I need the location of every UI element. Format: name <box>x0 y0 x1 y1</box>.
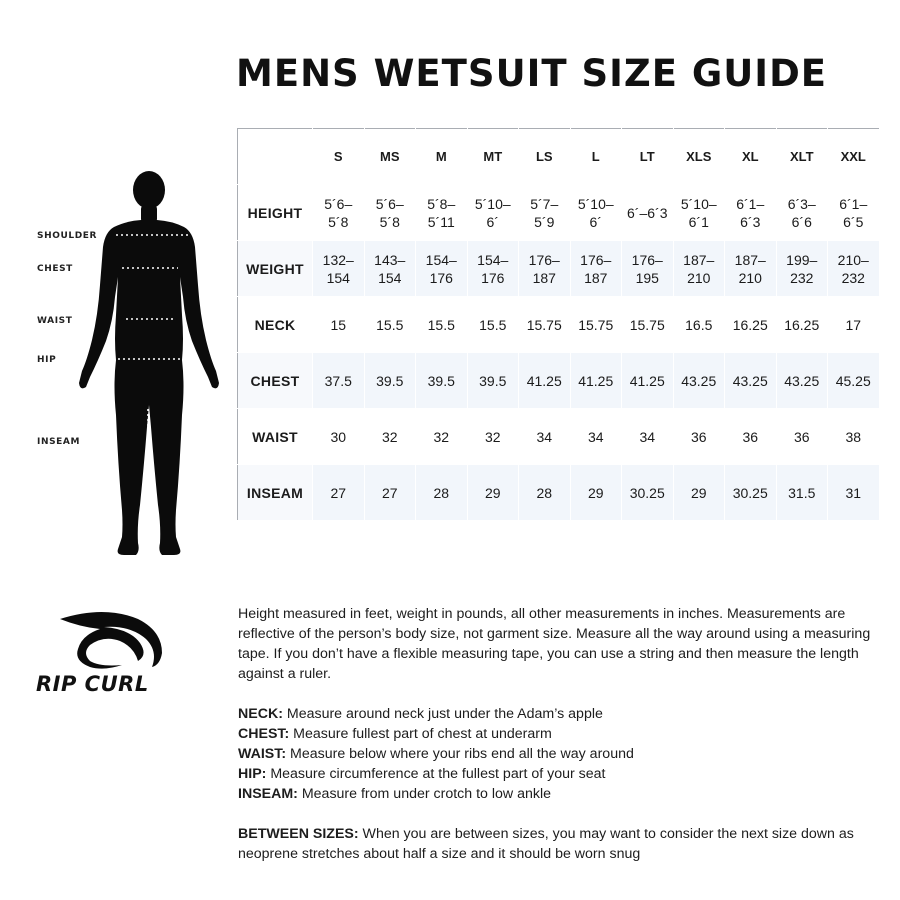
table-cell <box>725 465 777 521</box>
definition-text: Measure from under crotch to low ankle <box>297 786 552 802</box>
cell-line: 210 <box>687 269 711 286</box>
definition-item <box>238 784 878 804</box>
table-cell <box>776 353 828 409</box>
cell-line: 154– <box>425 251 457 268</box>
table-cell <box>313 241 365 297</box>
table-cell <box>364 409 416 465</box>
definition-text: Measure circumference at the fullest part of your seat <box>266 766 606 782</box>
intro-text: Height measured in feet, weight in pounds, all other measurements in inches. Measurements are reflective of the person’s body size, not garment size. Measure all the way around using a measuring tape. If you don’t have a flexible measuring tape, you can use a string and then measure the length against a ruler. <box>238 606 871 682</box>
table-cell <box>725 185 777 241</box>
table-cell <box>364 185 416 241</box>
cell-line: 29 <box>484 484 501 501</box>
cell-line: 176 <box>429 269 453 286</box>
cell-line: 43.25 <box>784 372 820 389</box>
cell-line: 187– <box>734 251 766 268</box>
table-cell <box>519 353 571 409</box>
cell-line: 36 <box>742 428 759 445</box>
cell-line: 29 <box>587 484 604 501</box>
cell-line: 6´1– <box>736 195 765 212</box>
definition-text: Measure below where your ribs end all the way around <box>286 746 634 762</box>
definition-term: WAIST: <box>238 746 287 762</box>
cell-line: 143– <box>374 251 406 268</box>
table-row <box>238 297 880 353</box>
cell-line: 27 <box>381 484 398 501</box>
size-column-header: LS <box>519 129 571 185</box>
table-cell <box>776 185 828 241</box>
size-header-row <box>238 129 880 185</box>
cell-line: 15.75 <box>578 316 614 333</box>
cell-line: 5´8– <box>427 195 456 212</box>
table-cell <box>673 353 725 409</box>
size-column-header: XL <box>725 129 777 185</box>
cell-line: 32 <box>484 428 501 445</box>
cell-line: 27 <box>330 484 347 501</box>
cell-line: 210 <box>738 269 762 286</box>
size-column-header: XLT <box>776 129 828 185</box>
table-cell <box>364 241 416 297</box>
cell-line: 41.25 <box>526 372 562 389</box>
cell-line: 17 <box>845 316 862 333</box>
body-silhouette-icon <box>30 165 230 565</box>
cell-line: 154 <box>378 269 402 286</box>
page-title: MENS WETSUIT SIZE GUIDE <box>236 52 828 95</box>
cell-line: 154 <box>326 269 350 286</box>
table-cell <box>673 409 725 465</box>
size-table <box>237 128 880 521</box>
label-inseam: INSEAM <box>37 437 81 447</box>
definition-item <box>238 744 878 764</box>
cell-line: 5´8 <box>379 213 400 230</box>
table-cell <box>622 353 674 409</box>
table-cell <box>570 297 622 353</box>
cell-line: 43.25 <box>732 372 768 389</box>
cell-line: 15.75 <box>526 316 562 333</box>
cell-line: 5´6– <box>324 195 353 212</box>
definition-text: Measure around neck just under the Adam’s apple <box>282 706 603 722</box>
table-cell <box>313 353 365 409</box>
label-chest: CHEST <box>37 264 73 274</box>
cell-line: 30 <box>330 428 347 445</box>
between-sizes-text: When you are between sizes, you may want to consider the next size down as neoprene stretches about half a size and it should be worn snug <box>238 826 854 862</box>
table-cell <box>416 185 468 241</box>
cell-line: 154– <box>477 251 509 268</box>
cell-line: 6´–6´3 <box>627 204 668 221</box>
size-column-header: XLS <box>673 129 725 185</box>
row-label: WAIST <box>238 409 313 465</box>
table-cell <box>828 409 880 465</box>
table-cell <box>725 353 777 409</box>
row-label: HEIGHT <box>238 185 313 241</box>
cell-line: 5´10– <box>680 195 717 212</box>
table-cell <box>416 465 468 521</box>
cell-line: 28 <box>433 484 450 501</box>
cell-line: 6´1 <box>688 213 709 230</box>
cell-line: 29 <box>690 484 707 501</box>
table-cell <box>467 297 519 353</box>
size-column-header: M <box>416 129 468 185</box>
cell-line: 41.25 <box>629 372 665 389</box>
cell-line: 41.25 <box>578 372 614 389</box>
cell-line: 38 <box>845 428 862 445</box>
table-cell <box>622 409 674 465</box>
table-cell <box>313 185 365 241</box>
cell-line: 5´7– <box>530 195 559 212</box>
row-label: NECK <box>238 297 313 353</box>
cell-line: 5´8 <box>328 213 349 230</box>
cell-line: 6´ <box>486 213 499 230</box>
cell-line: 210– <box>837 251 869 268</box>
cell-line: 34 <box>639 428 656 445</box>
cell-line: 6´1– <box>839 195 868 212</box>
table-cell <box>776 465 828 521</box>
cell-line: 6´5 <box>843 213 864 230</box>
table-cell <box>622 465 674 521</box>
cell-line: 37.5 <box>324 372 352 389</box>
table-cell <box>364 297 416 353</box>
table-cell <box>725 297 777 353</box>
cell-line: 15.75 <box>629 316 665 333</box>
table-cell <box>364 465 416 521</box>
cell-line: 16.25 <box>784 316 820 333</box>
cell-line: 39.5 <box>376 372 404 389</box>
table-cell <box>570 353 622 409</box>
table-cell <box>416 409 468 465</box>
table-cell <box>828 185 880 241</box>
cell-line: 30.25 <box>629 484 665 501</box>
cell-line: 31 <box>845 484 862 501</box>
cell-line: 32 <box>381 428 398 445</box>
table-cell <box>828 353 880 409</box>
cell-line: 6´ <box>589 213 602 230</box>
cell-line: 176– <box>528 251 560 268</box>
table-cell <box>467 241 519 297</box>
size-column-header: LT <box>622 129 674 185</box>
cell-line: 36 <box>793 428 810 445</box>
cell-line: 5´6– <box>375 195 404 212</box>
cell-line: 187 <box>532 269 556 286</box>
cell-line: 36 <box>690 428 707 445</box>
label-waist: WAIST <box>37 316 73 326</box>
table-cell <box>467 353 519 409</box>
cell-line: 32 <box>433 428 450 445</box>
table-cell <box>776 241 828 297</box>
cell-line: 5´10– <box>474 195 511 212</box>
table-cell <box>313 409 365 465</box>
between-sizes-term: BETWEEN SIZES: <box>238 826 359 842</box>
cell-line: 16.5 <box>685 316 713 333</box>
cell-line: 43.25 <box>681 372 717 389</box>
table-cell <box>673 185 725 241</box>
cell-line: 176– <box>631 251 663 268</box>
cell-line: 34 <box>587 428 604 445</box>
table-cell <box>673 241 725 297</box>
cell-line: 15.5 <box>427 316 455 333</box>
table-cell <box>416 241 468 297</box>
table-cell <box>519 409 571 465</box>
table-cell <box>313 465 365 521</box>
table-cell <box>519 185 571 241</box>
table-cell <box>622 297 674 353</box>
definition-text: Measure fullest part of chest at underarm <box>289 726 552 742</box>
size-column-header: L <box>570 129 622 185</box>
table-cell <box>416 353 468 409</box>
cell-line: 39.5 <box>479 372 507 389</box>
cell-line: 15 <box>330 316 347 333</box>
table-cell <box>519 297 571 353</box>
table-cell <box>570 465 622 521</box>
label-shoulder: SHOULDER <box>37 231 98 241</box>
measurement-notes <box>238 604 878 864</box>
table-cell <box>622 241 674 297</box>
cell-line: 195 <box>635 269 659 286</box>
cell-line: 176– <box>580 251 612 268</box>
table-cell <box>519 241 571 297</box>
definition-term: CHEST: <box>238 726 290 742</box>
cell-line: 232 <box>841 269 865 286</box>
size-column-header: XXL <box>828 129 880 185</box>
cell-line: 45.25 <box>835 372 871 389</box>
definition-item <box>238 764 878 784</box>
size-column-header: S <box>313 129 365 185</box>
table-cell <box>416 297 468 353</box>
cell-line: 30.25 <box>732 484 768 501</box>
definition-item <box>238 704 878 724</box>
cell-line: 15.5 <box>479 316 507 333</box>
cell-line: 31.5 <box>788 484 816 501</box>
between-sizes-note <box>238 824 878 864</box>
cell-line: 39.5 <box>427 372 455 389</box>
cell-line: 187– <box>683 251 715 268</box>
cell-line: 16.25 <box>732 316 768 333</box>
cell-line: 5´11 <box>427 213 455 230</box>
cell-line: 6´3 <box>740 213 761 230</box>
table-cell <box>776 297 828 353</box>
table-cell <box>467 465 519 521</box>
table-cell <box>570 409 622 465</box>
row-label: WEIGHT <box>238 241 313 297</box>
table-cell <box>725 241 777 297</box>
row-label: CHEST <box>238 353 313 409</box>
table-cell <box>467 185 519 241</box>
label-hip: HIP <box>37 355 57 365</box>
cell-line: 34 <box>536 428 553 445</box>
table-row <box>238 185 880 241</box>
table-cell <box>364 353 416 409</box>
table-cell <box>776 409 828 465</box>
table-row <box>238 465 880 521</box>
cell-line: 6´3– <box>787 195 816 212</box>
cell-line: 28 <box>536 484 553 501</box>
size-column-header: MS <box>364 129 416 185</box>
table-cell <box>725 409 777 465</box>
table-cell <box>519 465 571 521</box>
header-corner <box>238 129 313 185</box>
definition-item <box>238 724 878 744</box>
table-cell <box>570 185 622 241</box>
table-cell <box>570 241 622 297</box>
cell-line: 199– <box>786 251 818 268</box>
table-cell <box>673 297 725 353</box>
definitions-list <box>238 704 878 804</box>
ripcurl-logo-text: RIP CURL <box>36 672 149 696</box>
table-row <box>238 241 880 297</box>
cell-line: 5´10– <box>577 195 614 212</box>
cell-line: 5´9 <box>534 213 555 230</box>
table-cell <box>467 409 519 465</box>
table-cell <box>313 297 365 353</box>
cell-line: 187 <box>584 269 608 286</box>
table-cell <box>828 241 880 297</box>
size-column-header: MT <box>467 129 519 185</box>
table-cell <box>828 297 880 353</box>
table-cell <box>622 185 674 241</box>
cell-line: 132– <box>322 251 354 268</box>
row-label: INSEAM <box>238 465 313 521</box>
cell-line: 6´6 <box>791 213 812 230</box>
cell-line: 176 <box>481 269 505 286</box>
table-cell <box>828 465 880 521</box>
cell-line: 232 <box>790 269 814 286</box>
table-row <box>238 409 880 465</box>
cell-line: 15.5 <box>376 316 404 333</box>
definition-term: INSEAM: <box>238 786 298 802</box>
definition-term: NECK: <box>238 706 283 722</box>
table-cell <box>673 465 725 521</box>
table-row <box>238 353 880 409</box>
definition-term: HIP: <box>238 766 267 782</box>
